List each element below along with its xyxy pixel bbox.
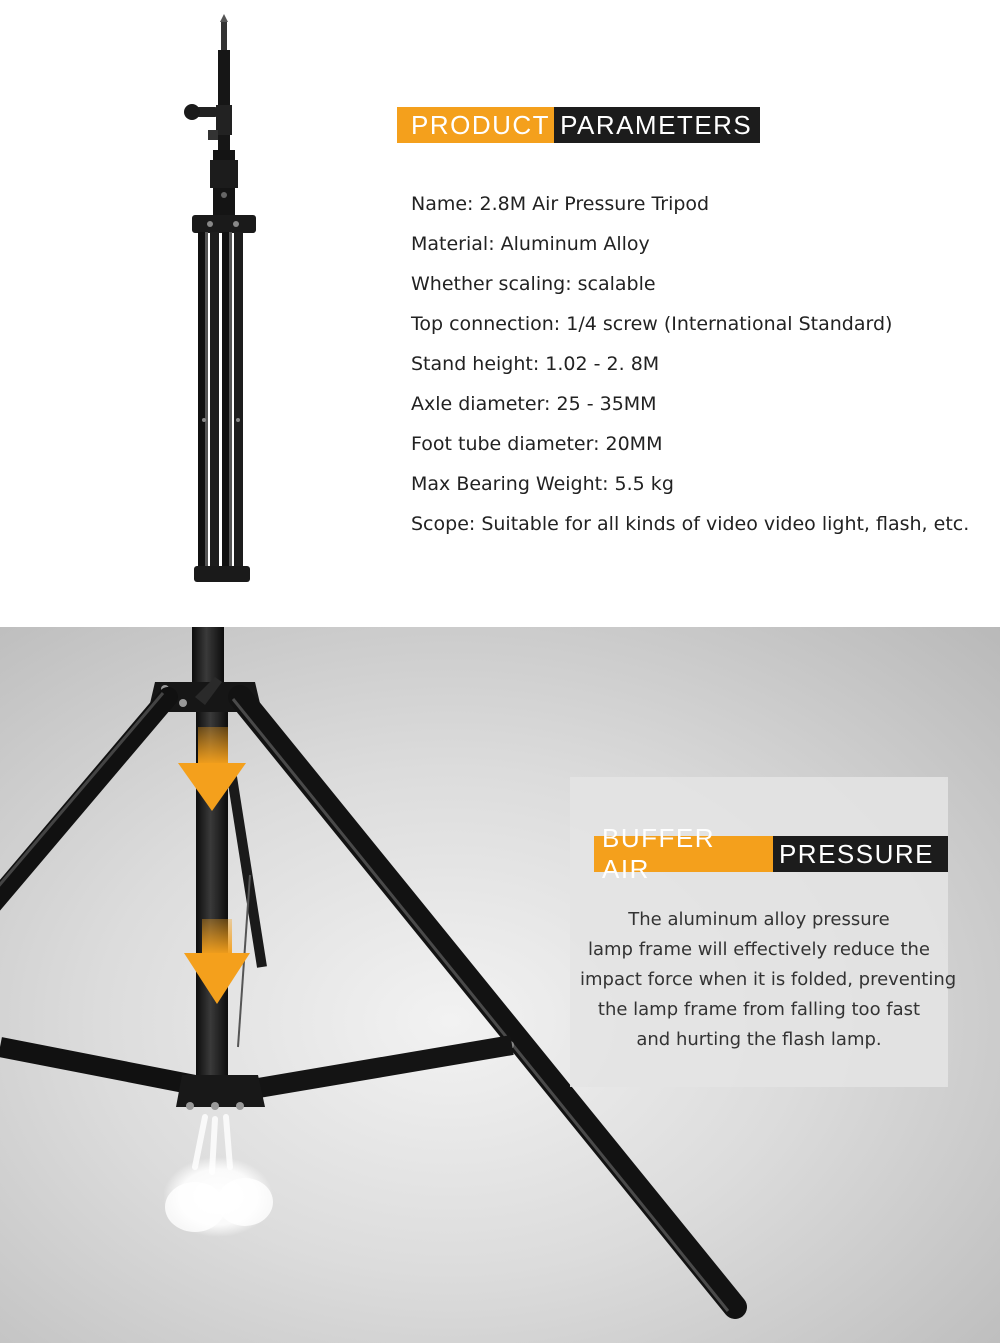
title-rest: PARAMETERS — [554, 107, 760, 143]
param-name: Name: 2.8M Air Pressure Tripod — [411, 193, 710, 215]
buffer-air-pressure-title — [594, 823, 948, 884]
air-puff-icon — [163, 1117, 273, 1237]
title-highlight: BUFFER AIR — [594, 836, 773, 872]
description-line: impact force when it is folded, preventing — [580, 969, 957, 990]
buffer-info-box — [570, 777, 957, 1087]
param-scaling: Whether scaling: scalable — [411, 273, 656, 295]
description-line: the lamp frame from falling too fast — [597, 999, 921, 1020]
down-arrow-icon — [184, 919, 250, 1004]
parameter-list — [411, 184, 969, 544]
buffer-description — [580, 905, 957, 1055]
param-stand-height: Stand height: 1.02 - 2. 8M — [411, 353, 660, 375]
title-rest: PRESSURE — [773, 836, 948, 872]
param-material: Material: Aluminum Alloy — [411, 233, 650, 255]
param-scope: Scope: Suitable for all kinds of video video light, flash, etc. — [411, 513, 970, 535]
product-parameters-title — [397, 107, 760, 143]
product-parameters-section — [0, 0, 1000, 627]
param-axle-diameter: Axle diameter: 25 - 35MM — [411, 393, 657, 415]
folded-tripod-image — [150, 10, 310, 585]
buffer-air-pressure-section — [0, 627, 1000, 1343]
description-line: and hurting the flash lamp. — [636, 1029, 882, 1050]
description-line: The aluminum alloy pressure — [628, 909, 890, 930]
param-max-bearing-weight: Max Bearing Weight: 5.5 kg — [411, 473, 674, 495]
title-highlight: PRODUCT — [397, 107, 554, 143]
param-foot-tube-diameter: Foot tube diameter: 20MM — [411, 433, 663, 455]
param-top-connection: Top connection: 1/4 screw (International Standard) — [411, 313, 893, 335]
description-line: lamp frame will effectively reduce the — [587, 939, 930, 960]
